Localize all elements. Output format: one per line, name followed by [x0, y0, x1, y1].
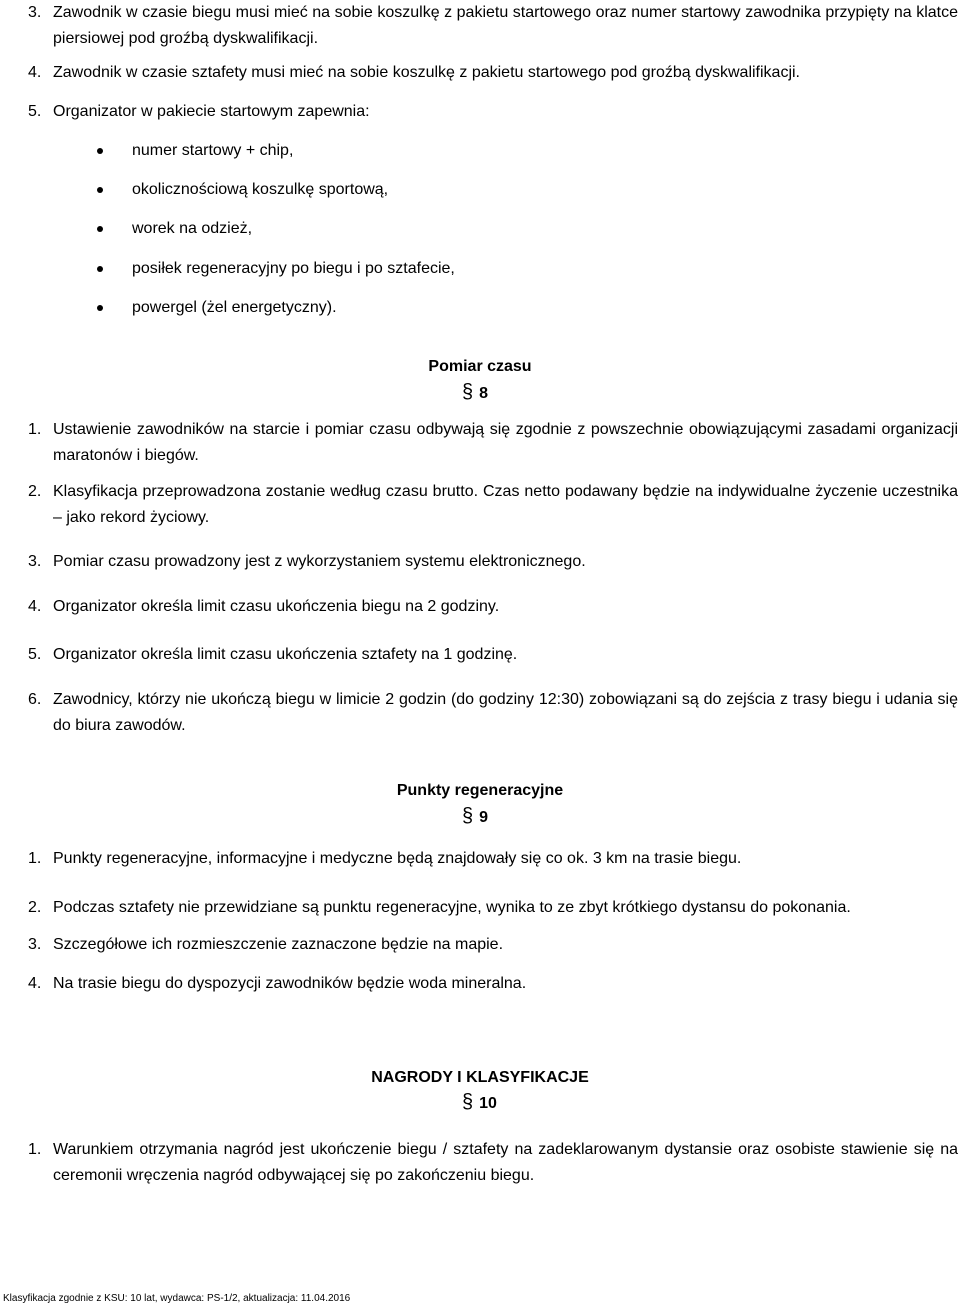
- rule-item: [28, 642, 958, 668]
- item-text: Na trasie biegu do dyspozycji zawodników będzie woda mineralna.: [53, 975, 527, 992]
- rule-item: [28, 846, 958, 872]
- item-number: 4.: [28, 598, 42, 615]
- section-title: Punkty regeneracyjne: [396, 782, 564, 799]
- item-text: Pomiar czasu prowadzony jest z wykorzystaniem systemu elektronicznego.: [53, 553, 586, 570]
- item-text: Warunkiem otrzymania nagród jest ukończenie biegu / sztafety na zadeklarowanym dystansie oraz osobiste stawienie się na ceremonii wręczenia nagród odbywającej się po zakończeniu biegu.: [53, 1141, 958, 1184]
- item-number: 4.: [28, 975, 42, 992]
- rule-item: [28, 99, 958, 125]
- item-number: 2.: [28, 899, 42, 916]
- item-number: 4.: [28, 64, 42, 81]
- paragraph-sign-icon: §: [462, 805, 474, 827]
- item-number: 6.: [28, 691, 42, 708]
- section-number: [462, 381, 488, 405]
- item-text: Klasyfikacja przeprowadzona zostanie według czasu brutto. Czas netto podawany będzie na indywidualne życzenie uczestnika – jako rekord życiowy.: [53, 483, 958, 526]
- rule-item: [28, 971, 958, 997]
- section-number-value: 10: [479, 1095, 497, 1112]
- item-text: Organizator w pakiecie startowym zapewnia:: [53, 103, 370, 120]
- section-number: [462, 1091, 497, 1115]
- section-title: NAGRODY I KLASYFIKACJE: [371, 1069, 589, 1086]
- item-text: Podczas sztafety nie przewidziane są punktu regeneracyjne, wynika to ze zbyt krótkiego dystansu do pokonania.: [53, 899, 851, 916]
- bullet-icon: [97, 226, 103, 232]
- item-text: Ustawienie zawodników na starcie i pomiar czasu odbywają się zgodnie z powszechnie obowiązującymi zasadami organizacji maratonów i biegów.: [53, 421, 958, 464]
- item-number: 3.: [28, 936, 42, 953]
- item-number: 1.: [28, 421, 42, 438]
- rule-item: [28, 895, 958, 921]
- item-text: Organizator określa limit czasu ukończenia sztafety na 1 godzinę.: [53, 646, 518, 663]
- section-number: [462, 805, 488, 829]
- item-number: 3.: [28, 4, 42, 21]
- rule-item: [28, 0, 958, 52]
- rule-item: [28, 687, 958, 739]
- item-text: Zawodnik w czasie biegu musi mieć na sobie koszulkę z pakietu startowego oraz numer startowy zawodnika przypięty na klatce piersiowej pod groźbą dyskwalifikacji.: [53, 4, 958, 47]
- item-text: Zawodnik w czasie sztafety musi mieć na sobie koszulkę z pakietu startowego pod groźbą dyskwalifikacji.: [53, 64, 800, 81]
- bullet-icon: [97, 187, 103, 193]
- paragraph-sign-icon: §: [462, 1091, 474, 1113]
- item-number: 1.: [28, 850, 42, 867]
- rule-item: [28, 1137, 958, 1189]
- section-title: Pomiar czasu: [428, 358, 532, 375]
- list-item: okolicznościową koszulkę sportową,: [132, 181, 389, 198]
- item-number: 5.: [28, 646, 42, 663]
- rule-item: [28, 932, 958, 958]
- list-item: powergel (żel energetyczny).: [132, 299, 337, 316]
- list-item: worek na odzież,: [132, 220, 253, 237]
- item-text: Zawodnicy, którzy nie ukończą biegu w limicie 2 godzin (do godziny 12:30) zobowiązani są do zejścia z trasy biegu i udania się do biura zawodów.: [53, 691, 958, 734]
- rule-item: [28, 594, 958, 620]
- rule-item: [28, 417, 958, 469]
- bullet-icon: [97, 148, 103, 154]
- rule-item: [28, 479, 958, 531]
- item-number: 2.: [28, 483, 42, 500]
- section-number-value: 8: [479, 385, 489, 402]
- section-number-value: 9: [479, 809, 489, 826]
- item-text: Szczegółowe ich rozmieszczenie zaznaczone będzie na mapie.: [53, 936, 504, 953]
- bullet-icon: [97, 266, 103, 272]
- paragraph-sign-icon: §: [462, 381, 474, 403]
- list-item: posiłek regeneracyjny po biegu i po sztafecie,: [132, 260, 455, 277]
- rule-item: [28, 60, 958, 86]
- item-number: 5.: [28, 103, 42, 120]
- rule-item: [28, 549, 958, 575]
- list-item: numer startowy + chip,: [132, 142, 294, 159]
- item-number: 1.: [28, 1141, 42, 1158]
- bullet-icon: [97, 305, 103, 311]
- page-footer: Klasyfikacja zgodnie z KSU: 10 lat, wydawca: PS-1/2, aktualizacja: 11.04.2016: [3, 1293, 351, 1304]
- item-text: Punkty regeneracyjne, informacyjne i medyczne będą znajdowały się co ok. 3 km na trasie biegu.: [53, 850, 742, 867]
- item-number: 3.: [28, 553, 42, 570]
- item-text: Organizator określa limit czasu ukończenia biegu na 2 godziny.: [53, 598, 500, 615]
